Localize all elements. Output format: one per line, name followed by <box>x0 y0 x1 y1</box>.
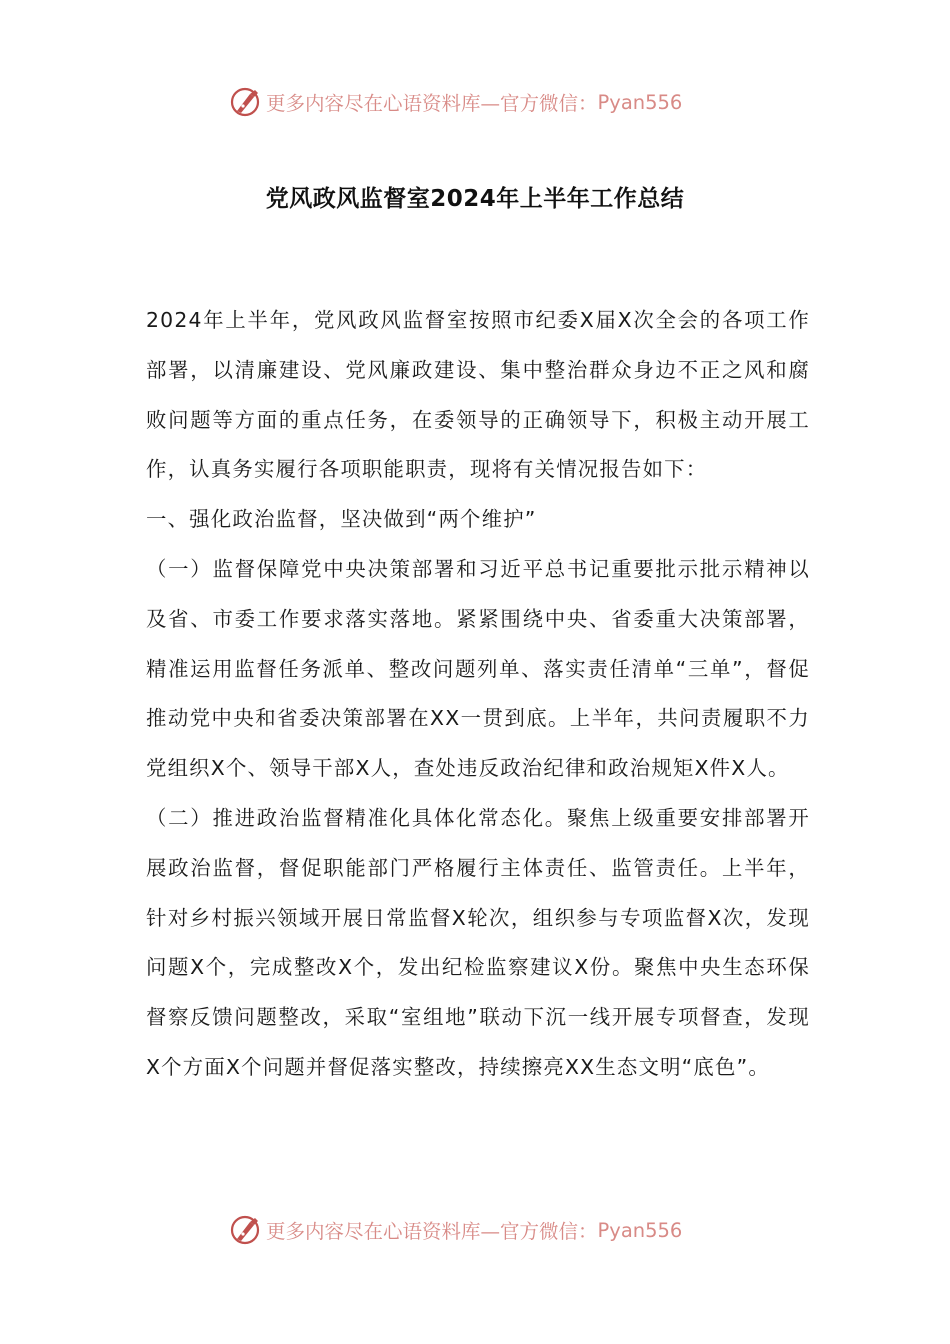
pen-nib-logo-icon <box>228 85 262 119</box>
intro-paragraph: 2024年上半年，党风政风监督室按照市纪委X届X次全会的各项工作部署，以清廉建设、党风廉政建设、集中整治群众身边不正之风和腐败问题等方面的重点任务，在委领导的正确领导下，积极主动开展工作，认真务实履行各项职能职责，现将有关情况报告如下： <box>146 308 810 482</box>
document-body <box>146 296 810 1093</box>
watermark-footer <box>228 1210 682 1250</box>
watermark-header <box>228 82 682 122</box>
watermark-wechat-id: Pyan556 <box>597 1218 683 1242</box>
watermark-text: 更多内容尽在心语资料库—官方微信： <box>266 92 598 115</box>
section-heading: 一、强化政治监督，坚决做到“两个维护” <box>146 507 537 532</box>
body-paragraph: （一）监督保障党中央决策部署和习近平总书记重要批示批示精神以及省、市委工作要求落实落地。紧紧围绕中央、省委重大决策部署，精准运用监督任务派单、整改问题列单、落实责任清单“三单”，督促推动党中央和省委决策部署在XX一贯到底。上半年，共问责履职不力党组织X个、领导干部X人，查处违反政治纪律和政治规矩X件X人。 <box>146 556 810 781</box>
body-paragraph: （二）推进政治监督精准化具体化常态化。聚焦上级重要安排部署开展政治监督，督促职能部门严格履行主体责任、监管责任。上半年，针对乡村振兴领域开展日常监督X轮次，组织参与专项监督X次，发现问题X个，完成整改X个，发出纪检监察建议X份。聚焦中央生态环保督察反馈问题整改，采取“室组地”联动下沉一线开展专项督查，发现X个方面X个问题并督促落实整改，持续擦亮XX生态文明“底色”。 <box>146 805 810 1079</box>
document-title: 党风政风监督室2024年上半年工作总结 <box>265 186 685 212</box>
watermark-text: 更多内容尽在心语资料库—官方微信： <box>266 1220 598 1243</box>
watermark-wechat-id: Pyan556 <box>597 90 683 114</box>
pen-nib-logo-icon <box>228 1213 262 1247</box>
